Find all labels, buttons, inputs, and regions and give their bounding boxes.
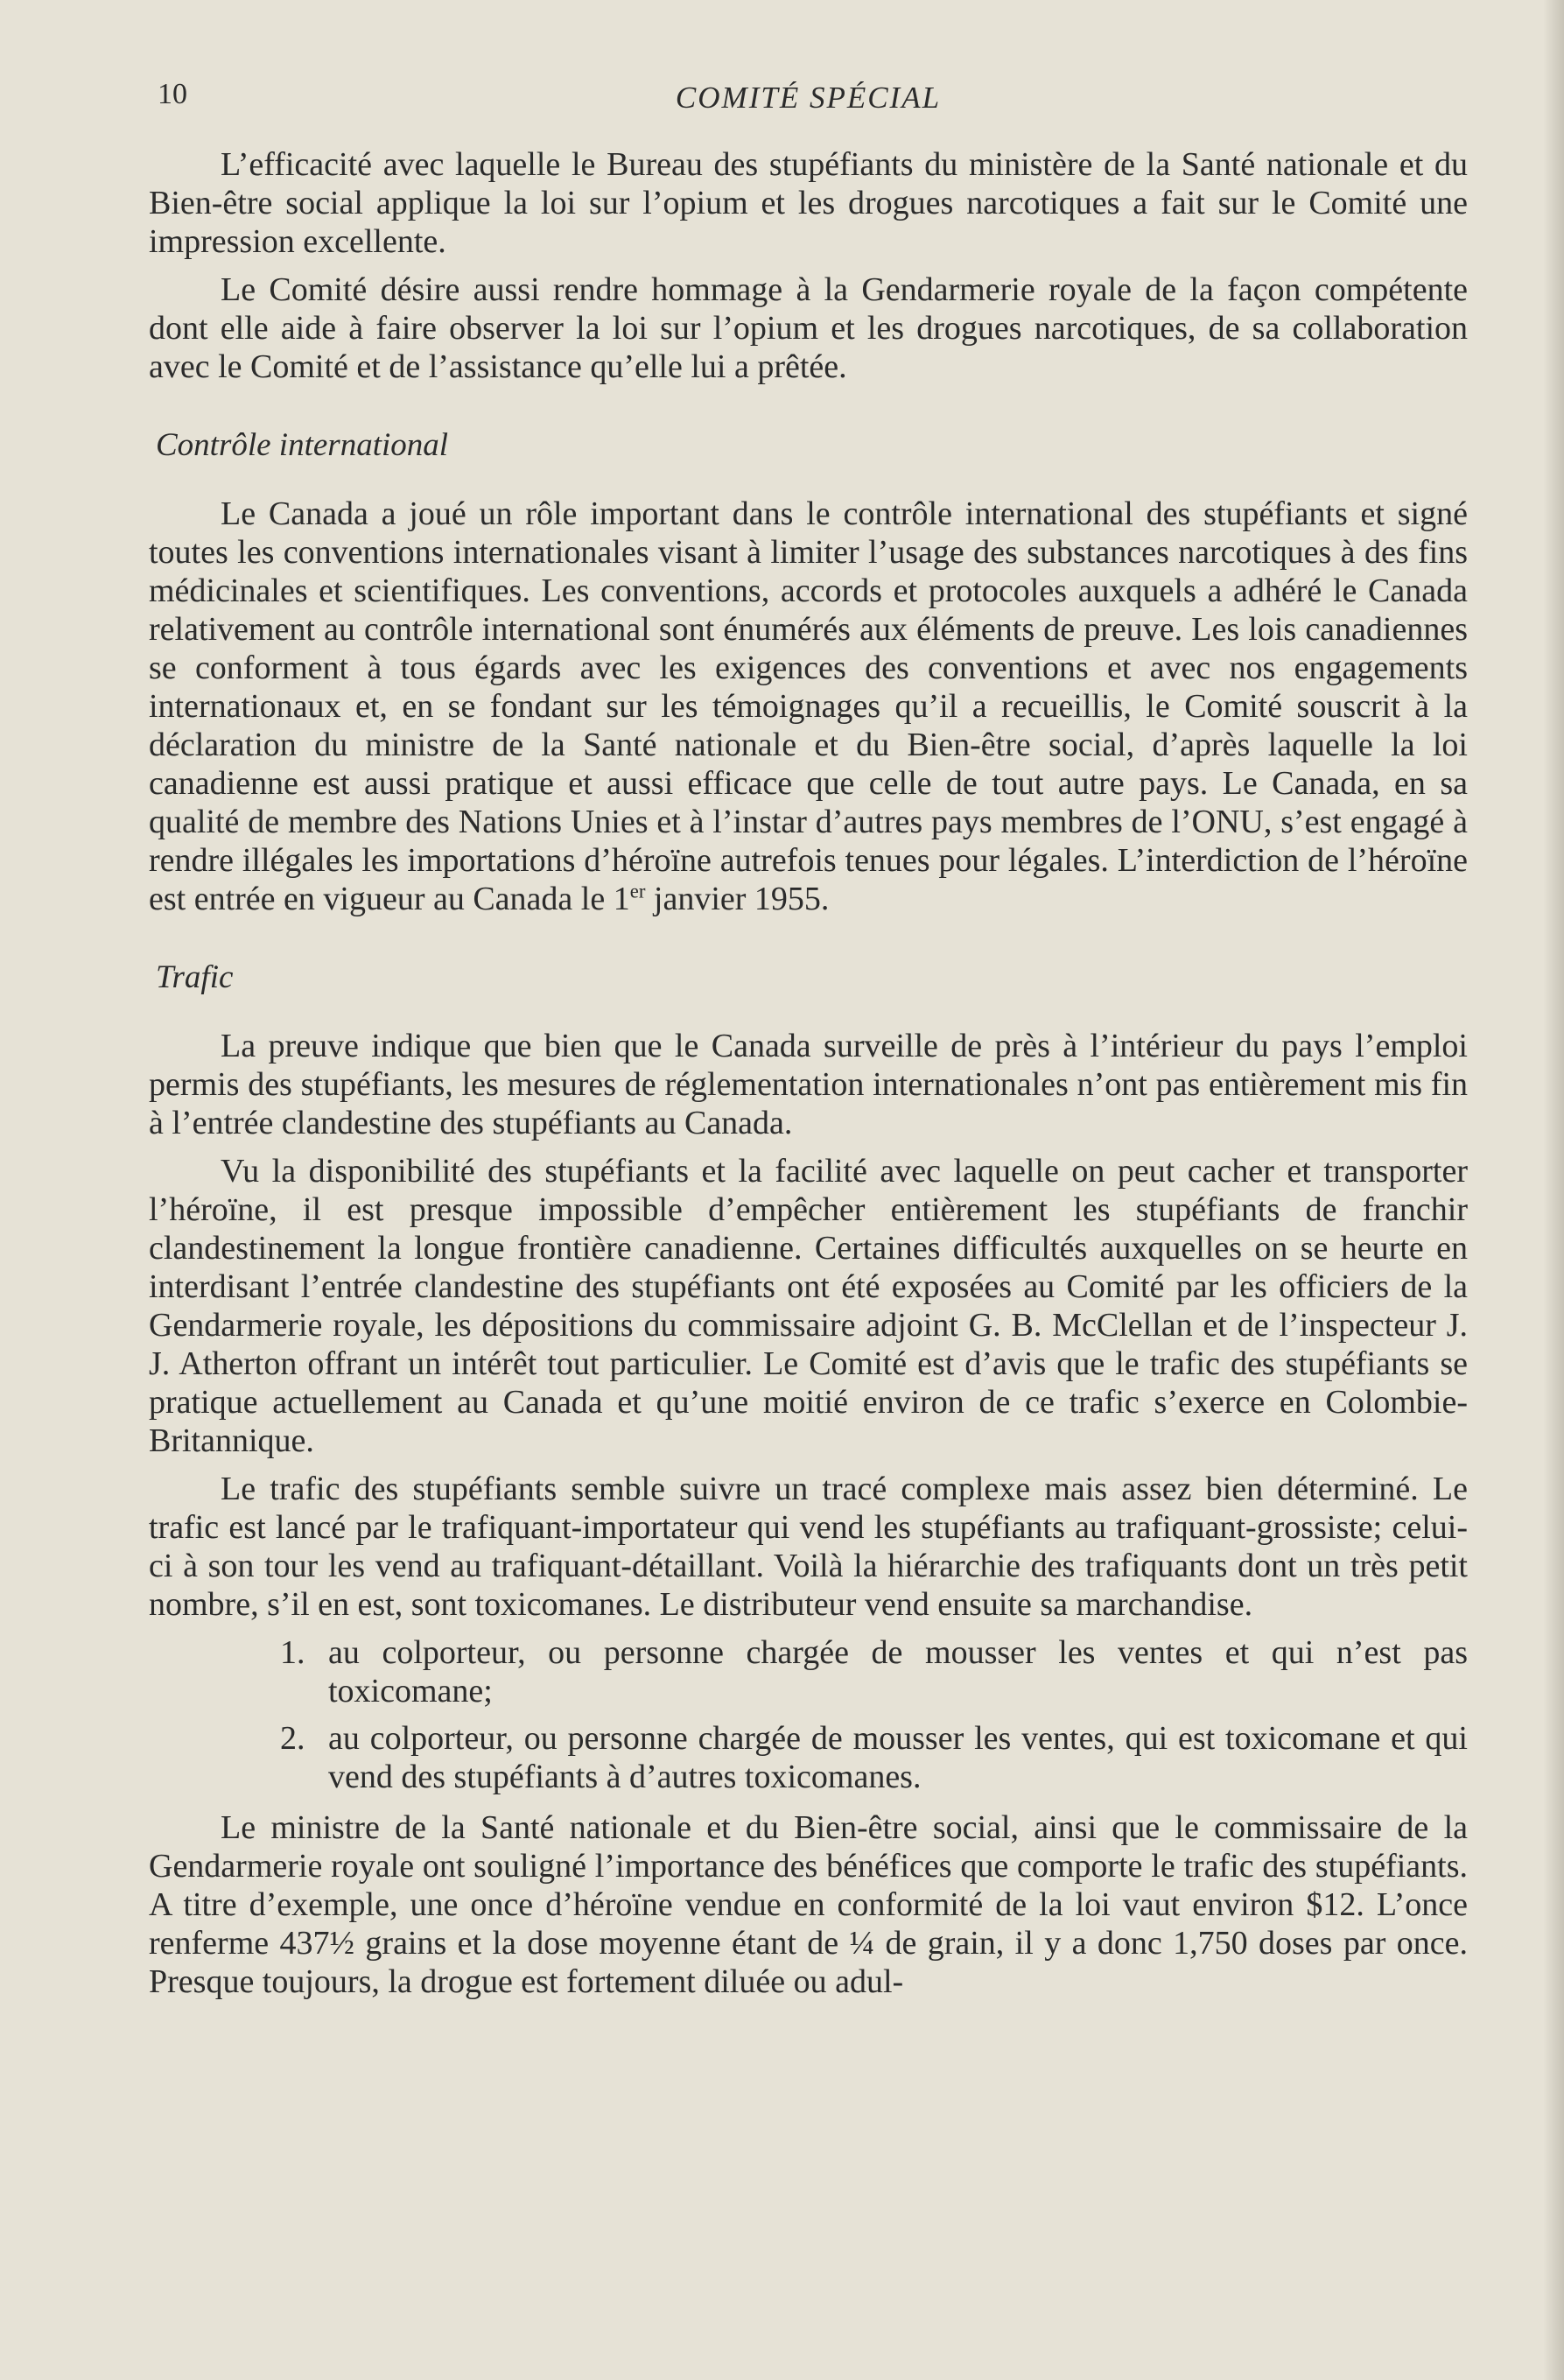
running-title: COMITÉ SPÉCIAL: [675, 81, 942, 115]
paragraph-trafic-profits: Le ministre de la Santé nationale et du Bien-être social, ainsi que le commissaire de la Gendarmerie royale ont souligné l’importance des bénéfices que comporte le trafic des stupéfiants. A titre d’exemple, une once d’héroïne vendue en conformité de la loi vaut environ $12. L’once renferme 437½ grains et la dose moyenne étant de ¼ de grain, il y a donc 1,750 doses par once. Presque toujours, la drogue est fortement diluée ou adul-: [149, 1809, 1468, 2000]
ordinal-superscript: er: [629, 880, 646, 902]
section-heading-trafic: Trafic: [156, 959, 234, 995]
list-item-text: au colporteur, ou personne chargée de mousser les ventes, qui est toxicomane et qui vend des stupéfiants à d’autres toxicomanes.: [328, 1720, 1468, 1795]
paragraph-gendarmerie-tribute: Le Comité désire aussi rendre hommage à la Gendarmerie royale de la façon compétente dont elle aide à faire observer la loi sur l’opium et les drogues narcotiques, de sa collaboration avec le Comité et de l’assistance qu’elle lui a prêtée.: [149, 271, 1468, 385]
list-item-text: au colporteur, ou personne chargée de mousser les ventes et qui n’est pas toxicomane;: [328, 1634, 1468, 1710]
distribution-list: [149, 1633, 1468, 1796]
paragraph-trafic-evidence: La preuve indique que bien que le Canada surveille de près à l’intérieur du pays l’emploi permis des stupéfiants, les mesures de réglementation internationales n’ont pas entièrement mis fin à l’entrée clandestine des stupéfiants au Canada.: [149, 1028, 1468, 1141]
paragraph-international-text: Le Canada a joué un rôle important dans le contrôle international des stupéfiants et signé toutes les conventions internationales visant à limiter l’usage des substances narcotiques à des fins médicinales et scientifiques. Les conventions, accords et protocoles auxquels a adhéré le Canada relativement au contrôle international sont énumérés aux éléments de preuve. Les lois canadiennes se conforment à tous égards avec les exigences des conventions et avec nos engagements internationaux et, en se fondant sur les témoignages qu’il a recueillis, le Comité souscrit à la déclaration du ministre de la Santé nationale et du Bien-être social, d’après laquelle la loi canadienne est aussi pratique et aussi efficace que celle de tout autre pays. Le Canada, en sa qualité de membre des Nations Unies et à l’instar d’autres pays membres de l’ONU, s’est engagé à rendre illégales les importations d’héroïne autrefois tenues pour légales. L’interdiction de l’héroïne est entrée en vigueur au Canada le 1: [149, 495, 1468, 917]
running-header: [149, 75, 1468, 128]
section-heading-international-control: Contrôle international: [156, 427, 449, 463]
paragraph-international-control: [149, 495, 1468, 918]
paragraph-international-date: janvier 1955.: [645, 881, 830, 917]
page-edge-shadow: [1543, 0, 1564, 2380]
list-item-number: 1.: [280, 1634, 305, 1671]
paragraph-trafic-border: Vu la disponibilité des stupéfiants et la facilité avec laquelle on peut cacher et transporter l’héroïne, il est presque impossible d’empêcher entièrement les stupéfiants de franchir clandestinement la longue frontière canadienne. Certaines difficultés auxquelles on se heurte en interdisant l’entrée clandestine des stupéfiants ont été exposées au Comité par les officiers de la Gendarmerie royale, les dépositions du commissaire adjoint G. B. McClellan et de l’inspecteur J. J. Atherton offrant un intérêt tout particulier. Le Comité est d’avis que le trafic des stupéfiants se pratique actuellement au Canada et qu’une moitié environ de ce trafic s’exerce en Colombie-Britannique.: [149, 1153, 1468, 1459]
paragraph-bureau-efficacy: L’efficacité avec laquelle le Bureau des stupéfiants du ministère de la Santé nationale et du Bien-être social applique la loi sur l’opium et les drogues narcotiques a fait sur le Comité une impression excellente.: [149, 146, 1468, 260]
list-item: [149, 1719, 1468, 1796]
paragraph-trafic-hierarchy: Le trafic des stupéfiants semble suivre un tracé complexe mais assez bien déterminé. Le trafic est lancé par le trafiquant-importateur qui vend les stupéfiants au trafiquant-grossiste; celui-ci à son tour les vend au trafiquant-détaillant. Voilà la hiérarchie des trafiquants dont un très petit nombre, s’il en est, sont toxicomanes. Le distributeur vend ensuite sa marchandise.: [149, 1471, 1468, 1623]
page-number: 10: [158, 78, 187, 110]
list-item: [149, 1633, 1468, 1710]
list-item-number: 2.: [280, 1720, 305, 1757]
